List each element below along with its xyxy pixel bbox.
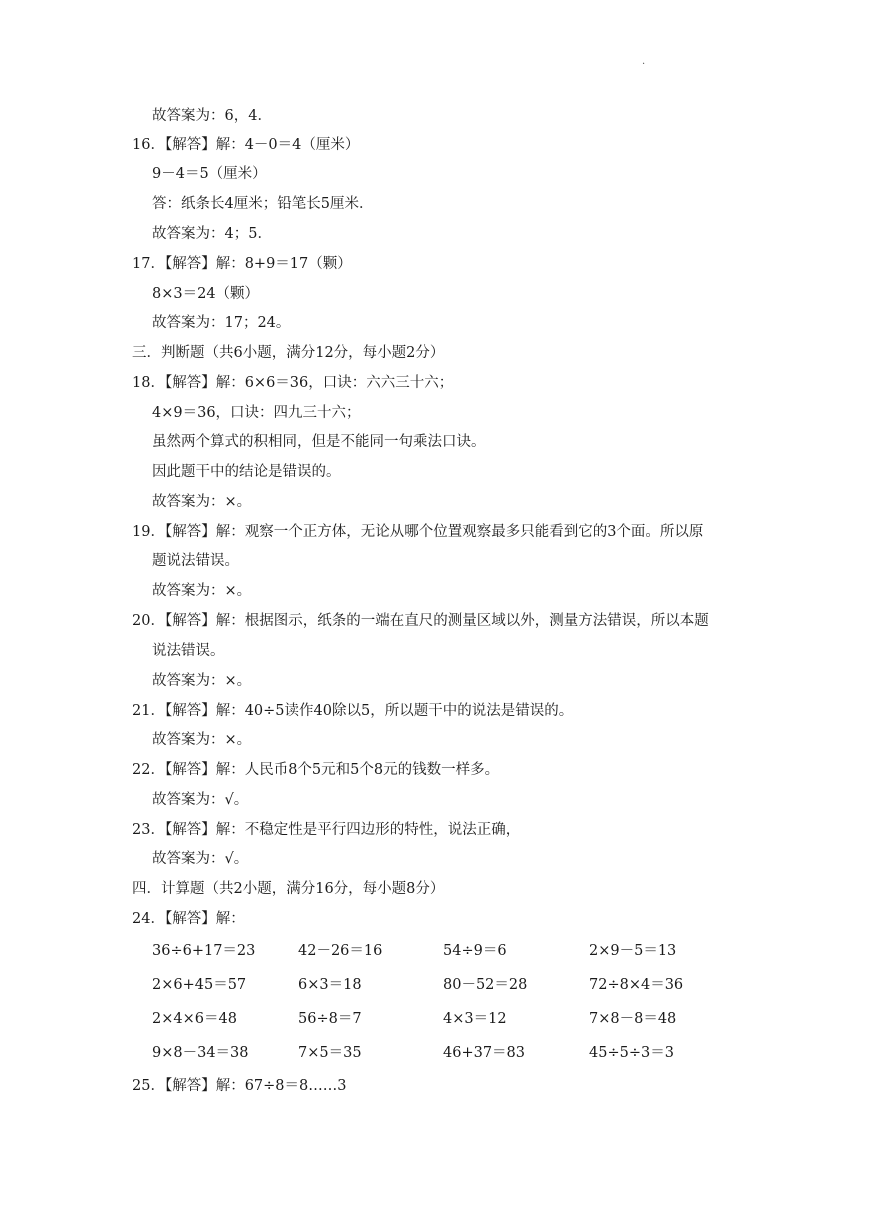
calc-cell: 9×8－34＝38 [152, 1045, 249, 1061]
solution-line: 说法错误。 [152, 643, 225, 659]
question-25-heading: 25．【解答】解：67÷8＝8……3 [132, 1078, 347, 1094]
header-mark: . [642, 56, 646, 67]
question-22-heading: 22．【解答】解：人民币8个5元和5个8元的钱数一样多。 [132, 762, 500, 778]
calc-cell: 54÷9＝6 [443, 943, 507, 959]
question-23-heading: 23．【解答】解：不稳定性是平行四边形的特性，说法正确， [132, 822, 521, 838]
solution-line: 9－4＝5（厘米） [152, 166, 267, 182]
answer-line-20: 故答案为：×。 [152, 673, 252, 689]
calc-cell: 46+37＝83 [443, 1045, 526, 1061]
question-16-heading: 16．【解答】解：4－0＝4（厘米） [132, 137, 360, 153]
calc-cell: 7×5＝35 [298, 1045, 362, 1061]
calc-cell: 7×8－8＝48 [589, 1011, 677, 1027]
solution-line: 虽然两个算式的积相同，但是不能同一句乘法口诀。 [152, 434, 486, 450]
calc-row [152, 1043, 752, 1063]
question-24-heading: 24．【解答】解： [132, 911, 245, 927]
section-four-heading: 四．计算题（共2小题，满分16分，每小题8分） [132, 881, 445, 897]
calc-cell: 72÷8×4＝36 [589, 977, 684, 993]
question-20-heading: 20．【解答】解：根据图示，纸条的一端在直尺的测量区域以外，测量方法错误，所以本题 [132, 613, 709, 629]
answer-line-19: 故答案为：×。 [152, 583, 252, 599]
calc-row [152, 1009, 752, 1029]
calc-cell: 2×6+45＝57 [152, 977, 247, 993]
answer-line-23: 故答案为：√。 [152, 851, 249, 867]
question-21-heading: 21．【解答】解：40÷5读作40除以5，所以题干中的说法是错误的。 [132, 703, 574, 719]
solution-line: 4×9＝36，口诀：四九三十六； [152, 405, 361, 421]
calc-cell: 2×4×6＝48 [152, 1011, 237, 1027]
calc-cell: 36÷6+17＝23 [152, 943, 256, 959]
solution-line: 答：纸条长4厘米；铅笔长5厘米． [152, 196, 374, 212]
calc-cell: 2×9－5＝13 [589, 943, 677, 959]
question-19-heading: 19．【解答】解：观察一个正方体，无论从哪个位置观察最多只能看到它的3个面。所以原 [132, 524, 704, 540]
calc-cell: 4×3＝12 [443, 1011, 507, 1027]
answer-line-17: 故答案为：17；24。 [152, 315, 291, 331]
solution-line: 因此题干中的结论是错误的。 [152, 464, 341, 480]
answer-line-15: 故答案为：6，4． [152, 108, 272, 124]
calc-row [152, 941, 752, 961]
question-18-heading: 18．【解答】解：6×6＝36，口诀：六六三十六； [132, 375, 454, 391]
answer-line-16: 故答案为：4；5． [152, 226, 272, 242]
answer-line-21: 故答案为：×。 [152, 732, 252, 748]
question-17-heading: 17．【解答】解：8+9＝17（颗） [132, 256, 352, 272]
answer-line-22: 故答案为：√。 [152, 792, 249, 808]
section-three-heading: 三．判断题（共6小题，满分12分，每小题2分） [132, 345, 445, 361]
calc-cell: 56÷8＝7 [298, 1011, 362, 1027]
solution-line: 8×3＝24（颗） [152, 286, 260, 302]
calc-cell: 45÷5÷3＝3 [589, 1045, 674, 1061]
calc-cell: 6×3＝18 [298, 977, 362, 993]
solution-line: 题说法错误。 [152, 553, 239, 569]
answer-line-18: 故答案为：×。 [152, 494, 252, 510]
calc-row [152, 975, 752, 995]
calc-cell: 42－26＝16 [298, 943, 383, 959]
calc-cell: 80－52＝28 [443, 977, 528, 993]
